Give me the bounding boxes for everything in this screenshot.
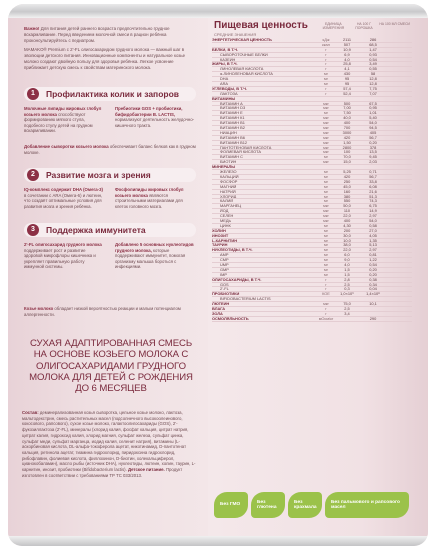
nutrient-unit: г xyxy=(325,61,327,67)
nutrient-name: МЕДЬ xyxy=(220,218,232,223)
nutrient-name: КАЗЕИН xyxy=(220,57,236,62)
nutrient-unit: мкг xyxy=(323,129,329,135)
nutrient-unit: мг xyxy=(323,232,329,238)
value-per-100ml: 94,5 xyxy=(369,125,377,131)
nutrient-name: ВИТАМИН В1 xyxy=(220,121,245,126)
value-per-100ml: 67,5 xyxy=(369,100,377,106)
warning-text: Для питания детей раннего возраста предпочтительно грудное вскармливание. Перед введением молочной смеси в рацион ребёнка проконсультируйтесь с педиатром. xyxy=(24,26,170,43)
nutrient-unit: г xyxy=(325,56,327,62)
nutrient-unit: кДж xyxy=(322,37,330,42)
value-per-100ml: 1,01 xyxy=(369,110,377,116)
nutrient-name: СЫВОРОТОЧНЫЕ БЕЛКИ xyxy=(220,52,268,57)
value-per-100ml: 286 xyxy=(369,37,377,42)
value-per-100ml: 0,20 xyxy=(369,139,377,145)
value-per-100ml: 9,45 xyxy=(369,154,377,160)
value-per-100g xyxy=(334,97,360,101)
section-number: 3 xyxy=(27,224,39,236)
value-per-100g: 52,4 xyxy=(343,90,351,96)
nutrient-unit: г xyxy=(325,281,327,287)
value-per-100g: 1,5 xyxy=(344,266,350,272)
nutrient-name: GMP xyxy=(220,267,229,272)
intro-block xyxy=(24,26,196,74)
value-per-100g: 95 xyxy=(344,81,350,87)
nutrient-unit: мг xyxy=(323,154,329,160)
value-per-100ml: 0,71 xyxy=(369,169,377,175)
section-brain-body xyxy=(24,187,196,209)
nutrient-name: БЕЛКИ, В Т.Ч. xyxy=(212,47,239,52)
nutrient-name: ОЛИГОСАХАРИДЫ, В Т.Ч. xyxy=(212,277,262,282)
value-per-100g: 2800 xyxy=(342,144,352,150)
value-per-100g: 30,0 xyxy=(343,232,351,238)
nutrient-name: CMP xyxy=(220,258,229,262)
value-per-100ml: 0,54 xyxy=(369,56,377,62)
value-per-100ml: 0,20 xyxy=(369,266,377,272)
nutrient-unit: г xyxy=(325,286,327,292)
value-per-100g: 10,9 xyxy=(343,46,351,52)
value-per-100ml: 5,40 xyxy=(369,115,377,121)
note-text: обладает низкой вероятностью реакции и малым потенциалом аллергенности. xyxy=(24,306,181,317)
section-colic-body xyxy=(24,106,196,134)
section-text-bold: Пребиотики GOS + пробиотики, бифидобактерии B. LACTIS, xyxy=(115,106,183,117)
value-per-100g: 6,9 xyxy=(344,51,350,57)
nutrient-name: UMP xyxy=(220,262,229,267)
value-per-100ml: 0,20 xyxy=(369,271,377,277)
nutrient-name: ВИТАМИН В12 xyxy=(220,140,248,145)
nutrient-name: ВИТАМИН А xyxy=(220,101,243,106)
about-text: MAMAKO® Premium с 2'-FL олигосахаридом грудного молока — важный шаг в эволюции детского питания. Инновационные компоненты и натуральное козье молоко создают двойную пользу для здоровья ребёнка. Легкое усвоение приближает детскую смесь к свойствам материнского молока. xyxy=(24,47,186,70)
value-per-100g: 2,5 xyxy=(344,305,350,311)
nutrient-unit: г xyxy=(325,85,327,91)
value-per-100g xyxy=(334,317,360,321)
nutrient-unit: г xyxy=(325,276,327,282)
nutrient-name: ВИТАМИН С xyxy=(220,155,243,160)
nutrient-unit: мг xyxy=(323,81,329,87)
col-100g: НА 100 Г ПОРОШКА xyxy=(355,22,373,30)
value-per-100g: 400 xyxy=(343,120,351,126)
value-per-100ml: 0,81 xyxy=(369,252,377,258)
section-text: способствуют формированию мягкого стула, подобного стулу детей на грудном вскармливании. xyxy=(24,111,93,134)
nutrient-unit: мг xyxy=(323,227,329,233)
nutrient-name: ВИТАМИН В2 xyxy=(220,126,245,130)
nutrient-name: ЗОЛА xyxy=(212,311,223,316)
nutrient-unit: ккал xyxy=(322,41,330,47)
nutrient-name: IMP xyxy=(220,272,227,277)
value-per-100g: 4,0 xyxy=(344,261,350,267)
nutrient-name: α-ЛИНОЛЕНОВАЯ КИСЛОТА xyxy=(220,72,273,77)
value-per-100g: 420 xyxy=(343,134,351,140)
badges-row xyxy=(214,492,409,518)
badge-no-gmo: Без ГМО xyxy=(214,492,248,518)
value-per-100g: 4,1 xyxy=(344,66,350,72)
nutrient-name: НИАЦИН xyxy=(220,130,237,135)
nutrient-unit: мкг xyxy=(323,144,329,150)
nutrient-unit: г xyxy=(325,310,327,316)
section-text-bold: Молочные липиды жировых глобул козьего молока xyxy=(24,106,102,117)
nutrient-name: ВИТАМИН Е xyxy=(220,111,243,116)
nutrient-unit: г xyxy=(325,305,327,311)
value-per-100ml: 0,93 xyxy=(369,51,377,57)
nutrient-unit: мг xyxy=(323,222,329,228)
nutrition-column-headers xyxy=(318,22,410,30)
nutrient-name: ХЛОРИД xyxy=(220,194,237,199)
value-per-100ml: 0,95 xyxy=(369,105,377,111)
nutrient-unit: мкг xyxy=(323,105,329,111)
nutrient-name: КАЛИЙ xyxy=(220,199,234,204)
nutrient-name: НУКЛЕОТИДЫ, В Т.Ч. xyxy=(212,248,253,253)
nutrient-name: 2'-FL xyxy=(220,287,229,292)
value-per-100g: 0,3 xyxy=(344,286,350,292)
value-per-100g: 57,4 xyxy=(343,85,351,91)
value-per-100g: 2111 xyxy=(342,37,352,42)
value-per-100ml: 1,47 xyxy=(369,46,377,52)
composition-label: Состав: xyxy=(22,410,39,415)
value-per-100ml: 378 xyxy=(369,144,377,150)
section-immunity xyxy=(24,223,196,237)
col-unit: ЕДИНИЦА ИЗМЕРЕНИЯ xyxy=(322,22,345,30)
nutrient-name: ARA xyxy=(220,82,228,86)
nutrient-unit: мг xyxy=(323,266,329,272)
nutrient-name: ТАУРИН xyxy=(212,243,228,248)
value-per-100g: 4,30 xyxy=(343,222,351,228)
value-per-100ml: 5,13 xyxy=(369,242,377,248)
value-per-100g: 400 xyxy=(343,217,351,223)
nutrient-name: ЛЮТЕИН xyxy=(212,302,230,306)
value-per-100g: 5,25 xyxy=(343,169,351,175)
nutrient-name: ФОЛИЕВАЯ КИСЛОТА xyxy=(220,150,262,155)
value-per-100g: 45,0 xyxy=(343,183,351,189)
value-per-100g: 4,0 xyxy=(344,56,350,62)
nutrient-name: GOS xyxy=(220,282,229,287)
section-colic xyxy=(24,87,196,101)
nutrition-subtitle: СРЕДНИЕ ЗНАЧЕНИЯ xyxy=(214,32,257,37)
value-per-100g: 6,0 xyxy=(344,252,350,258)
nutrient-name: АМР xyxy=(220,253,229,258)
nutrient-unit: г xyxy=(325,90,327,96)
nutrient-name: СЕЛЕН xyxy=(220,214,234,218)
section-number: 2 xyxy=(27,169,39,181)
nutrient-name: ПАНТОТЕНОВАЯ КИСЛОТА xyxy=(220,145,272,150)
nutrition-row xyxy=(212,317,412,322)
value-per-100ml: 1,22 xyxy=(369,257,377,263)
nutrient-unit: мг xyxy=(323,173,329,179)
nutrient-unit: мкг xyxy=(323,125,329,131)
value-per-100g: 15,0 xyxy=(343,159,351,165)
note-text: обеспечивает баланс белков как в грудном молоке. xyxy=(24,144,196,155)
can-rim-top xyxy=(8,4,428,18)
nutrient-unit: мг xyxy=(323,252,329,258)
badge-no-gluten: Без глютена xyxy=(251,492,285,518)
value-per-100g: 3,4 xyxy=(344,310,350,316)
value-per-100ml: 56,7 xyxy=(369,173,377,179)
value-per-100ml: 0,54 xyxy=(369,261,377,267)
value-per-100g: 25,8 xyxy=(343,61,351,67)
value-per-100ml: 27,0 xyxy=(369,227,377,233)
nutrient-name: УГЛЕВОДЫ, В Т.Ч. xyxy=(212,86,248,91)
nutrient-name: ОСМОЛЯЛЬНОСТЬ xyxy=(212,316,249,321)
section-text: которые поддерживают иммунитет, помогая организму малыша бороться с инфекциями. xyxy=(115,247,186,270)
section-text: являются строительными материалами для клеток головного мозга. xyxy=(115,192,183,209)
value-per-100ml: 0,34 xyxy=(369,281,377,287)
nutrient-name xyxy=(212,43,318,47)
nutrient-unit: г xyxy=(325,66,327,72)
nutrient-unit: мг xyxy=(323,188,329,194)
value-per-100ml: 3,49 xyxy=(369,61,377,67)
value-per-100ml: 0,58 xyxy=(369,222,377,228)
value-per-100ml: 0,55 xyxy=(369,66,377,72)
nutrient-unit: мкг xyxy=(323,139,329,145)
value-per-100ml: 6,08 xyxy=(369,183,377,189)
nutrient-unit: мг xyxy=(323,237,329,243)
badge-no-starch: Без крахмала xyxy=(288,492,322,518)
value-per-100g: 7,00 xyxy=(343,105,351,111)
nutrient-name: МАГНИЙ xyxy=(220,184,237,189)
section-title: Профилактика колик и запоров xyxy=(46,89,179,99)
nutrient-name: ФОСФОР xyxy=(220,179,238,184)
value-per-100ml: 13,5 xyxy=(369,149,377,155)
can-rim-bottom xyxy=(8,536,428,546)
value-per-100ml: 54,0 xyxy=(369,217,377,223)
section-number: 1 xyxy=(27,88,39,100)
note-bold: Добавление сыворотки козьего молока xyxy=(24,144,109,149)
section-colic-note xyxy=(24,144,196,155)
nutrient-unit: мкг xyxy=(323,149,329,155)
nutrient-unit: мг xyxy=(323,183,329,189)
value-per-100ml: 2,03 xyxy=(369,159,377,165)
value-per-100ml: 12,8 xyxy=(369,76,377,82)
spec-label: Детское питание. xyxy=(127,467,165,473)
section-immunity-body xyxy=(24,242,196,270)
value-per-100g: 2,8 xyxy=(344,276,350,282)
value-per-100ml: 0,38 xyxy=(369,276,377,282)
nutrient-unit: мг xyxy=(323,261,329,267)
value-per-100g: 500 xyxy=(343,100,351,106)
nutrient-name: ЛАКТОЗА xyxy=(220,91,238,96)
value-per-100g: 7,50 xyxy=(343,110,351,116)
nutrient-name: ЖЕЛЕЗО xyxy=(220,170,237,174)
value-per-100g: 1,50 xyxy=(343,139,351,145)
nutrient-unit: мг xyxy=(323,71,329,77)
nutrient-unit: мг xyxy=(323,247,329,253)
value-per-100g: 70,0 xyxy=(343,154,351,160)
nutrient-name: DHA xyxy=(220,77,229,82)
nutrition-table xyxy=(212,38,412,322)
value-per-100g: 50,0 xyxy=(343,203,351,209)
nutrient-unit: мг xyxy=(323,76,329,82)
nutrient-name: НАТРИЙ xyxy=(220,189,236,194)
value-per-100g: 550 xyxy=(343,198,351,204)
nutrient-unit: мкг xyxy=(323,120,329,126)
section-text-bold: 2'-FL олигосахарид грудного молока xyxy=(24,242,102,247)
value-per-100ml: 1,35 xyxy=(369,237,377,243)
value-per-100g: 75,0 xyxy=(343,301,351,307)
value-per-100ml: 2,97 xyxy=(369,247,377,253)
nutrient-unit: мг xyxy=(323,169,329,175)
nutrient-unit: мкг xyxy=(323,208,329,214)
nutrient-unit: мОсм/кг xyxy=(318,315,334,321)
section-text: нормализуют деятельность желудочно-кишечного тракта. xyxy=(115,117,195,128)
product-title: СУХАЯ АДАПТИРОВАННАЯ СМЕСЬ НА ОСНОВЕ КОЗЬЕГО МОЛОКА С ОЛИГОСАХАРИДАМИ ГРУДНОГО МОЛОКА ДЛЯ ДЕТЕЙ С РОЖДЕНИЯ ДО 6 МЕСЯЦЕВ xyxy=(29,338,193,395)
value-per-100g: 10,0 xyxy=(343,237,351,243)
section-text-bold: IQ-комплекс содержит DHA (Омега-3) xyxy=(24,187,103,192)
value-per-100ml: 405 xyxy=(369,129,377,135)
value-per-100ml: 74,3 xyxy=(369,198,377,204)
value-per-100ml: 33,8 xyxy=(369,178,377,184)
nutrient-unit: мкг xyxy=(323,115,329,121)
value-per-100ml: 51,3 xyxy=(369,193,377,199)
value-per-100ml xyxy=(360,97,386,101)
value-per-100g: 200 xyxy=(343,227,351,233)
value-per-100g: 507 xyxy=(343,41,351,47)
nutrient-name: ЖИРЫ, В Т.Ч. xyxy=(212,62,238,67)
nutrient-name: ВИТАМИН В6 xyxy=(220,135,245,140)
nutrient-unit: мкг xyxy=(323,100,329,106)
value-per-100ml: 21,6 xyxy=(369,188,377,194)
value-per-100g: 40,0 xyxy=(343,115,351,121)
value-per-100g: 22,0 xyxy=(343,213,351,219)
value-per-100g: 1,5 xyxy=(344,271,350,277)
value-per-100ml: 7,07 xyxy=(369,90,377,96)
nutrient-unit: КОЕ xyxy=(322,291,330,297)
value-per-100g: 100 xyxy=(343,149,351,155)
nutrient-name: L-КАРНИТИН xyxy=(212,238,238,243)
value-per-100ml: 14,9 xyxy=(369,208,377,214)
nutrient-unit: мг xyxy=(323,178,329,184)
value-per-100ml: 56,7 xyxy=(369,134,377,140)
nutrient-name: ИНОЗИТ xyxy=(212,233,229,238)
composition-text: деминерализованная козья сыворотка, цельное козье молоко, лактоза, мальтодекстрин, смесь растительных масел (подсолнечного высокоолеинового, кокосового, рапсового), сухое козье молоко, галактоолигосахариды (GOS), 2'-фукозиллактоза (2'-FL), минералы (хлорид калия, фосфат кальция, цитрат натрия, цитрат калия, гидроксид калия, хлорид магния, сульфат железа, сульфат цинка, сульфат меди, сульфат марганца, иодид калия, селенит натрия), витамины (L-аскорбиновая кислота, DL-альфа-токоферола ацетат, никотинамид, D-пантотенат кальция, ретинола ацетат, тиамина гидрохлорид, пиридоксина гидрохлорид, рибофлавин, фолиевая кислота, филлохинон, D-биотин, холекальциферол, цианокобаламин), масло рыбы (источник DHA), нуклеотиды, лютеин, холин, таурин, L-карнитин, инозит, пробиотики (Bifidobacterium lactis). xyxy=(22,410,196,473)
nutrient-unit xyxy=(318,97,334,101)
nutrient-name: BIFIDOBACTERIUM LACTIS xyxy=(220,297,271,302)
composition-block xyxy=(22,410,200,478)
nutrient-name: ВЛАГА xyxy=(212,306,226,311)
badge-no-palm-oil: Без пальмового и рапсового масел xyxy=(325,492,409,518)
nutrient-name: БИОТИН xyxy=(220,160,237,165)
nutrient-unit: мкг xyxy=(323,217,329,223)
section-immunity-note xyxy=(24,306,196,317)
note-bold: Козье молоко xyxy=(24,306,54,311)
nutrient-unit: мг xyxy=(323,198,329,204)
value-per-100ml: 10,1 xyxy=(369,301,377,307)
value-per-100g: 1,0×10⁹ xyxy=(340,291,354,297)
value-per-100g: 38,0 xyxy=(343,242,351,248)
value-per-100ml: 6,75 xyxy=(369,203,377,209)
value-per-100ml: 290 xyxy=(369,315,377,321)
nutrient-unit: мкг xyxy=(323,301,329,307)
nutrient-name: ВИТАМИН К1 xyxy=(220,116,245,121)
nutrient-name: МАРГАНЕЦ xyxy=(220,204,242,209)
value-per-100g: 22,0 xyxy=(343,247,351,253)
value-per-100ml: 4,05 xyxy=(369,232,377,238)
section-text: в сочетании с ARA (Омега-6) и лютеин, что создаёт оптимальные условия для развития мозга и зрения ребёнка. xyxy=(24,192,103,209)
value-per-100ml xyxy=(360,307,386,311)
value-per-100ml: 0,04 xyxy=(369,286,377,292)
nutrient-name: КАЛЬЦИЙ xyxy=(220,174,239,179)
nutrient-name: ЙОД xyxy=(220,209,229,214)
nutrient-unit: мг xyxy=(323,271,329,277)
nutrient-unit: мг xyxy=(323,242,329,248)
nutrient-name: ХОЛИН xyxy=(212,228,226,233)
value-per-100g: 250 xyxy=(343,178,351,184)
nutrient-unit: мкг xyxy=(323,134,329,140)
value-per-100g: 700 xyxy=(343,125,351,131)
nutrient-unit: мкг xyxy=(323,159,329,165)
value-per-100g: 430 xyxy=(343,71,351,77)
nutrient-unit: г xyxy=(325,46,327,52)
value-per-100ml: 1,4×10⁸ xyxy=(366,291,380,297)
value-per-100g: 420 xyxy=(343,173,351,179)
nutrient-name: ПРОБИОТИКИ xyxy=(212,292,240,297)
nutrient-name: ЛИНОЛЕВАЯ КИСЛОТА xyxy=(220,67,264,72)
value-per-100g: 95 xyxy=(344,76,350,82)
nutrient-unit: мкг xyxy=(323,213,329,219)
value-per-100ml: 68,5 xyxy=(369,41,377,47)
nutrient-name: ВИТАМИНЫ xyxy=(212,96,236,101)
col-100ml: НА 100 МЛ СМЕСИ xyxy=(379,22,410,26)
section-text: поддерживает рост и развитие здоровой микрофлоры кишечника и укрепляет правильную работу иммунной системы. xyxy=(24,247,96,270)
value-per-100g: 110 xyxy=(343,208,351,214)
value-per-100g: 160 xyxy=(343,188,351,194)
value-per-100g: 2,5 xyxy=(344,281,350,287)
value-per-100ml: 54,0 xyxy=(369,120,377,126)
nutrient-unit: мг xyxy=(323,257,329,263)
warning-label: Важно! xyxy=(24,26,40,31)
value-per-100g: 3000 xyxy=(342,129,352,135)
nutrient-unit: мг xyxy=(323,193,329,199)
value-per-100ml: 12,8 xyxy=(369,81,377,87)
nutrient-unit: мг xyxy=(323,110,329,116)
section-text-bold: Фосфолипиды жировых глобул козьего молока xyxy=(115,187,184,198)
section-text-bold: Добавлено 5 основных нуклеотидов грудного молока, xyxy=(115,242,194,253)
value-per-100g: 9,0 xyxy=(344,257,350,263)
nutrient-unit: мкг xyxy=(323,203,329,209)
nutrient-name: ЦИНК xyxy=(220,223,231,228)
value-per-100ml: 58 xyxy=(370,71,376,77)
section-brain xyxy=(24,168,196,182)
nutrient-unit: г xyxy=(325,51,327,57)
value-per-100g: 380 xyxy=(343,193,351,199)
value-per-100ml: 2,97 xyxy=(369,213,377,219)
value-per-100ml: 7,75 xyxy=(369,85,377,91)
section-title: Развитие мозга и зрения xyxy=(46,170,151,180)
section-title: Поддержка иммунитета xyxy=(46,225,146,235)
nutrition-title: Пищевая ценность xyxy=(214,20,308,31)
spec-text: Продукт изготовлен в соответствии с требованиями ТР ТС 033/2013. xyxy=(22,467,183,478)
nutrient-name: МИНЕРАЛЫ xyxy=(212,165,236,170)
nutrient-name: ЭНЕРГЕТИЧЕСКАЯ ЦЕННОСТЬ xyxy=(212,38,272,42)
nutrient-name: ВИТАМИН D3 xyxy=(220,106,246,111)
